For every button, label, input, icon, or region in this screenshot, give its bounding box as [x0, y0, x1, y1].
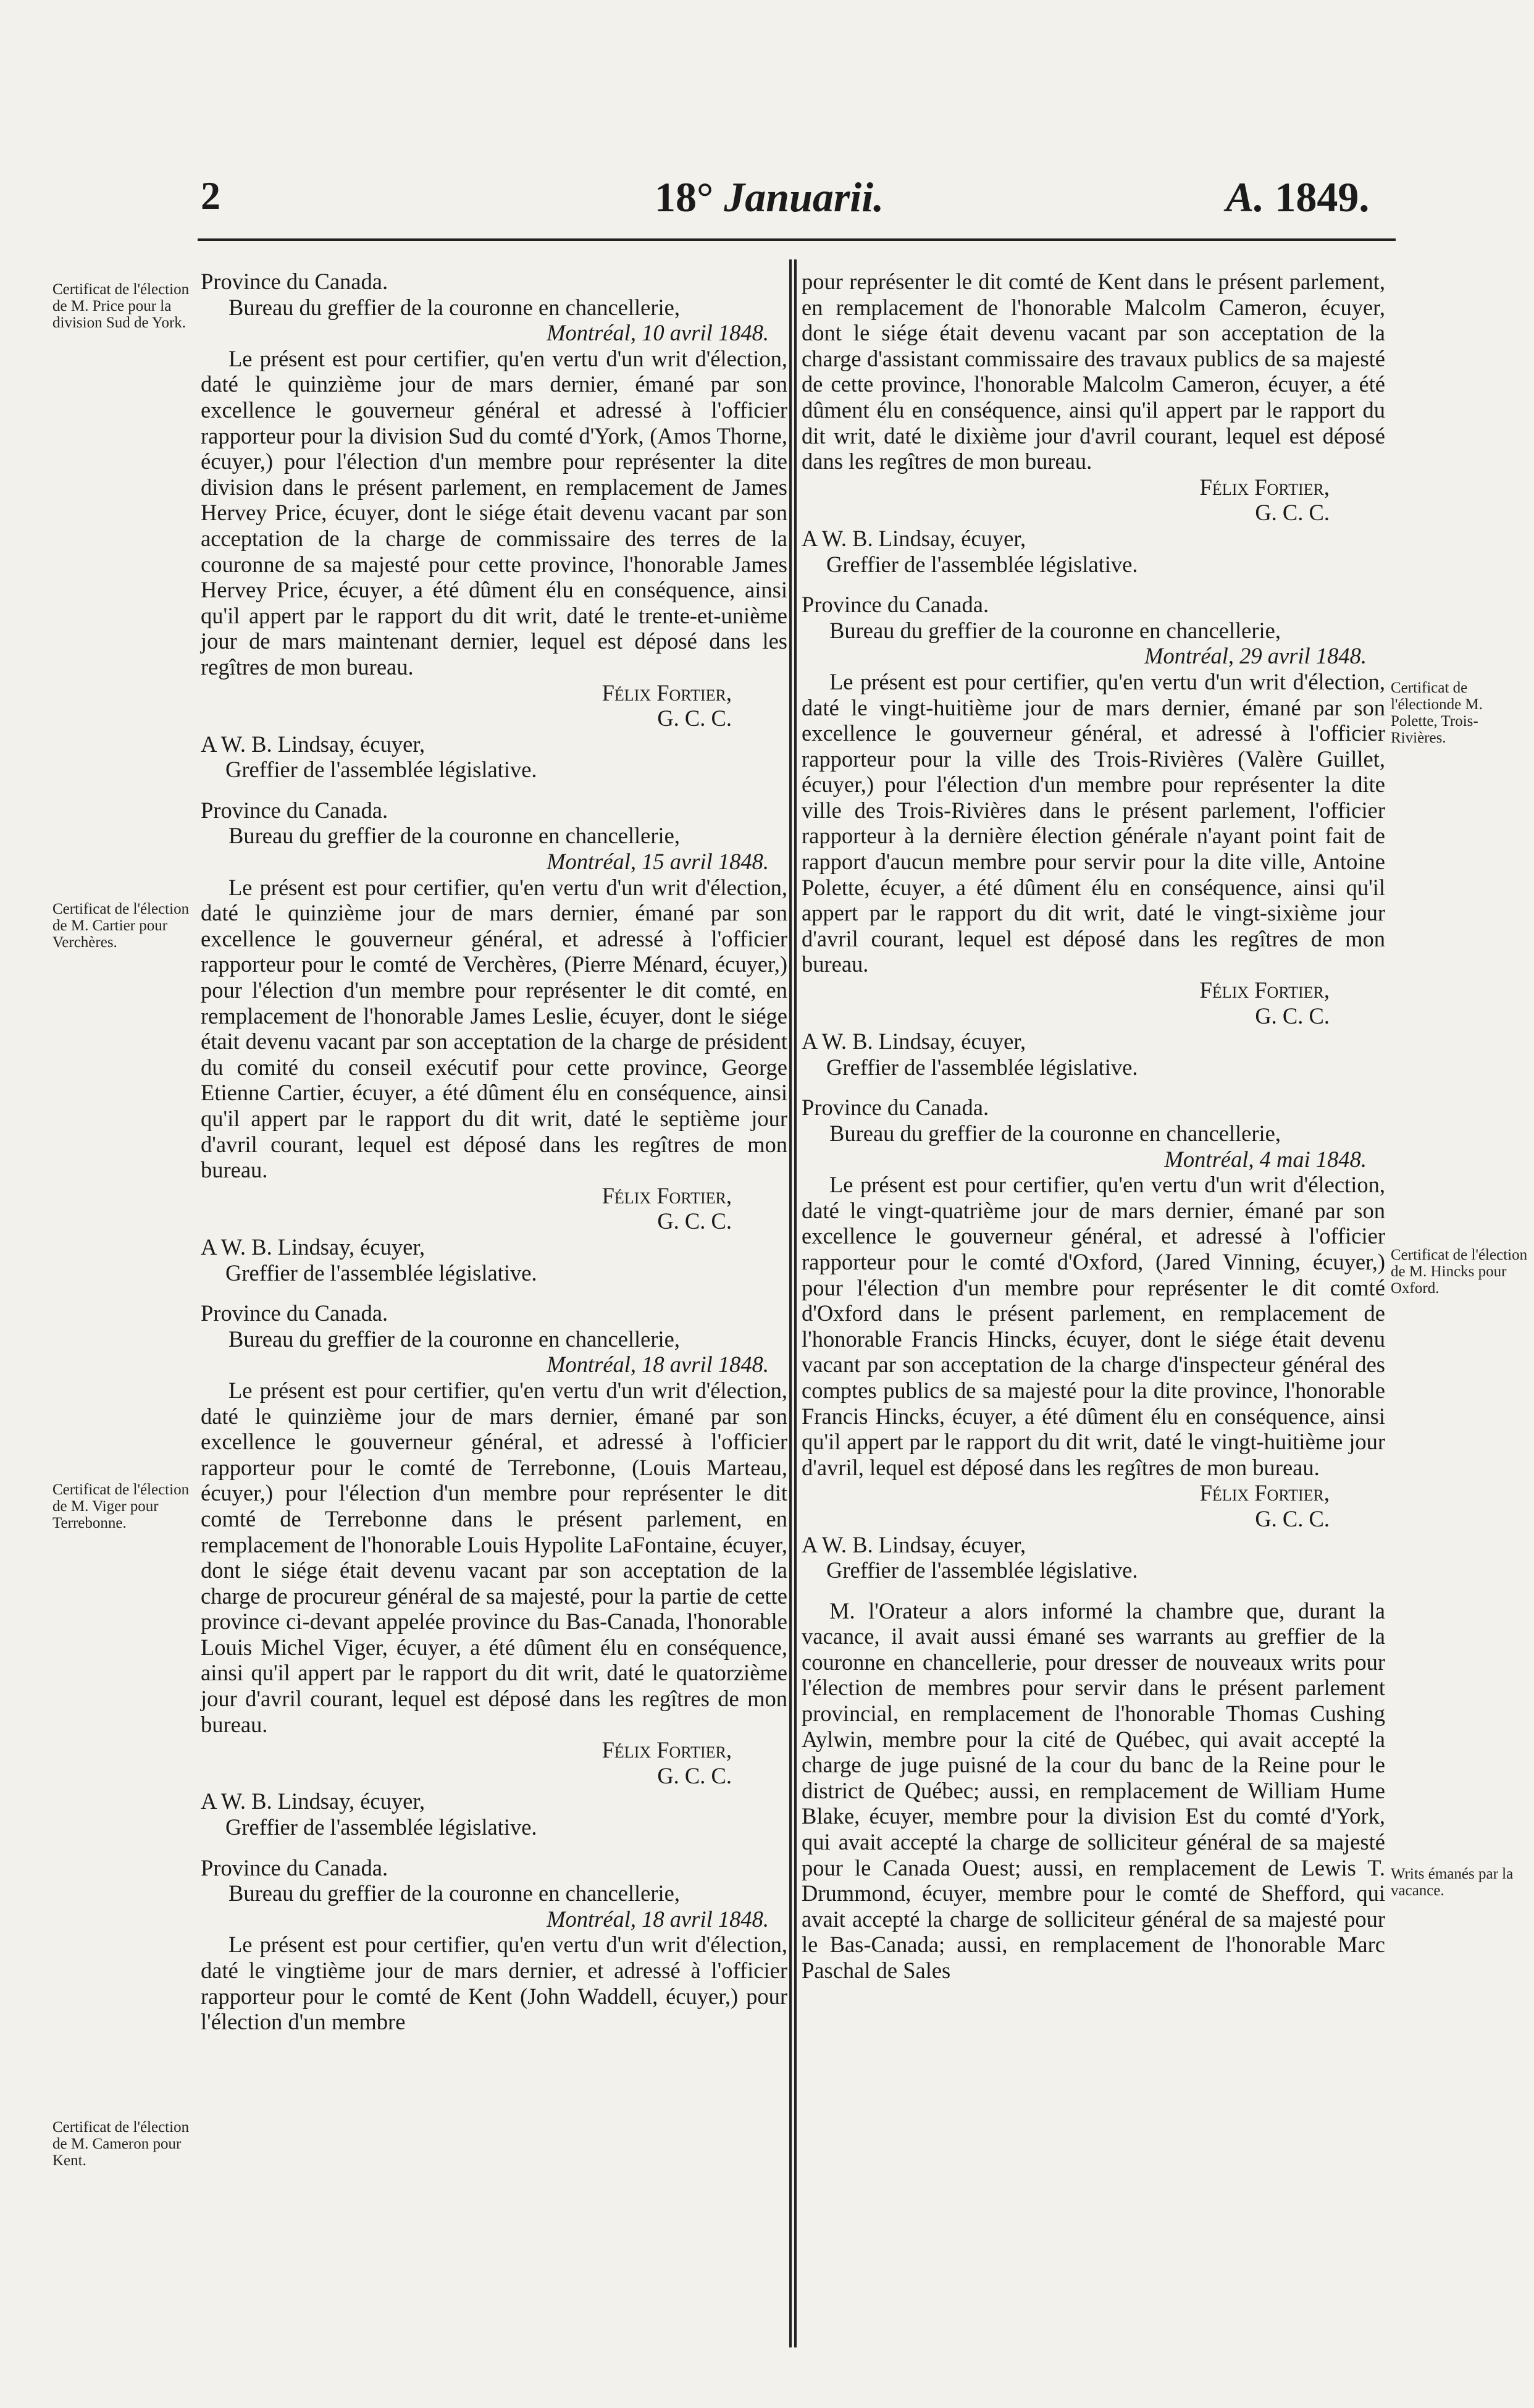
- margin-note-price: Certificat de l'élection de M. Price pour la division Sud de York.: [52, 281, 190, 331]
- page-number: 2: [201, 174, 220, 217]
- header-day: 18°: [655, 174, 714, 221]
- province-line: Province du Canada.: [802, 1095, 989, 1121]
- addressee: A W. B. Lindsay, écuyer,: [201, 1788, 425, 1814]
- certificate-price: [201, 269, 787, 783]
- signature: Félix Fortier,: [1199, 977, 1330, 1003]
- bureau-line: Bureau du greffier de la couronne en chancellerie,: [228, 823, 680, 849]
- certificate-polette: [802, 592, 1385, 1080]
- province-line: Province du Canada.: [201, 797, 388, 823]
- certificate-cameron-start: [201, 1855, 787, 2035]
- addressee: A W. B. Lindsay, écuyer,: [201, 1234, 425, 1260]
- certificate-cartier: [201, 798, 787, 1286]
- signature-title: G. C. C.: [1255, 1003, 1330, 1029]
- province-line: Province du Canada.: [201, 1300, 388, 1326]
- certificate-body-continued: pour représenter le dit comté de Kent dans le présent parlement, en remplacement de l'honorable Malcolm Cameron, écuyer, dont le siége était devenu vacant par son acceptation de la charge d'assistant commissaire des travaux publics de sa majesté de cette province, l'honorable Malcolm Cameron, écuyer, a été dûment élu en conséquence, ainsi qu'il appert par le rapport du dit writ, daté le dixième jour d'avril courant, lequel est déposé dans les regîtres de mon bureau.: [802, 269, 1385, 474]
- signature-title: G. C. C.: [1255, 1505, 1330, 1531]
- certificate-body: Le présent est pour certifier, qu'en vertu d'un writ d'élection, daté le vingt-huitième jour de mars dernier, émané par son excellence le gouverneur général, et adressé à l'officier rapporteur pour la ville des Trois-Rivières (Valère Guillet, écuyer,) pour l'élection d'un membre pour représenter la dite ville des Trois-Rivières dans le présent parlement, l'officier rapporteur à la dernière élection générale n'ayant point fait de rapport d'aucun membre pour servir pour la dite ville, Antoine Polette, écuyer, a été dûment élu en conséquence, ainsi qu'il appert par le rapport du dit writ, daté le vingt-sixième jour d'avril courant, lequel est déposé dans les regîtres de mon bureau.: [802, 668, 1385, 977]
- bureau-line: Bureau du greffier de la couronne en chancellerie,: [228, 1880, 680, 1906]
- addressee-title: Greffier de l'assemblée législative.: [225, 1260, 537, 1286]
- header-year-letter: A.: [1226, 174, 1265, 221]
- signature-title: G. C. C.: [657, 705, 732, 731]
- signature-title: G. C. C.: [1255, 500, 1330, 526]
- header-rule: [198, 238, 1396, 241]
- date-line: Montréal, 18 avril 1848.: [547, 1352, 769, 1378]
- certificate-body: Le présent est pour certifier, qu'en vertu d'un writ d'élection, daté le quinzième jour de mars dernier, émané par son excellence le gouverneur général, et adressé à l'officier rapporteur pour le comté de Terrebonne, (Louis Marteau, écuyer,) pour l'élection d'un membre pour représenter le dit comté de Terrebonne dans le présent parlement, en remplacement de l'honorable Louis Hypolite LaFontaine, écuyer, dont le siége était devenu vacant par son acceptation de la charge de procureur général de sa majesté, pour la partie de cette province ci-devant appelée province du Bas-Canada, l'honorable Louis Michel Viger, écuyer, a été dûment élu en conséquence, ainsi qu'il appert par le rapport du dit writ, daté le quatorzième jour d'avril courant, lequel est déposé dans les regîtres de mon bureau.: [201, 1377, 787, 1737]
- addressee-title: Greffier de l'assemblée législative.: [826, 551, 1138, 577]
- addressee-title: Greffier de l'assemblée législative.: [826, 1054, 1138, 1080]
- addressee-title: Greffier de l'assemblée législative.: [826, 1557, 1138, 1583]
- addressee: A W. B. Lindsay, écuyer,: [802, 1531, 1026, 1557]
- addressee: A W. B. Lindsay, écuyer,: [802, 1029, 1026, 1055]
- margin-note-viger: Certificat de l'élection de M. Viger pour Terrebonne.: [52, 1481, 190, 1531]
- bureau-line: Bureau du greffier de la couronne en chancellerie,: [228, 294, 680, 320]
- date-line: Montréal, 15 avril 1848.: [547, 849, 769, 875]
- margin-note-polette: Certificat de l'électionde M. Polette, Trois-Rivières.: [1391, 680, 1483, 746]
- signature: Félix Fortier,: [1199, 1480, 1330, 1506]
- certificate-body: Le présent est pour certifier, qu'en vertu d'un writ d'élection, daté le quinzième jour de mars dernier, émané par son excellence le gouverneur général et adressé à l'officier rapporteur pour la division Sud du comté d'York, (Amos Thorne, écuyer,) pour l'élection d'un membre pour représenter la dite division dans le présent parlement, en remplacement de James Hervey Price, écuyer, dont le siége était devenu vacant par son acceptation de la charge de commissaire des terres de la couronne de sa majesté pour cette province, l'honorable James Hervey Price, écuyer, a été dûment élu en conséquence, ainsi qu'il appert par le rapport du dit writ, daté le trente-et-unième jour de mars maintenant dernier, lequel est déposé dans les regîtres de mon bureau.: [201, 345, 787, 680]
- signature-title: G. C. C.: [657, 1208, 732, 1234]
- header-month: Januarii.: [724, 174, 884, 221]
- right-column: [802, 269, 1385, 1984]
- certificate-body: Le présent est pour certifier, qu'en vertu d'un writ d'élection, daté le vingtième jour de mars dernier, et adressé à l'officier rapporteur pour le comté de Kent (John Waddell, écuyer,) pour l'élection d'un membre: [201, 1932, 787, 2035]
- date-line: Montréal, 29 avril 1848.: [1144, 643, 1367, 669]
- date-line: Montréal, 18 avril 1848.: [547, 1906, 769, 1932]
- addressee-title: Greffier de l'assemblée législative.: [225, 1814, 537, 1840]
- closing-paragraph: M. l'Orateur a alors informé la chambre que, durant la vacance, il avait aussi émané ses warrants au greffier de la couronne en chancellerie, pour dresser de nouveaux writs pour l'élection de membres pour servir dans le présent parlement provincial, en remplacement de l'honorable Thomas Cushing Aylwin, membre pour la cité de Québec, qui avait accepté la charge de juge puisné de la cour du banc de la Reine pour le district de Québec; aussi, en remplacement de William Hume Blake, écuyer, membre pour la division Est du comté d'York, qui avait accepté la charge de solliciteur général de sa majesté pour le Canada Ouest; aussi, en remplacement de Lewis T. Drummond, écuyer, membre pour le comté de Shefford, qui avait accepté la charge de solliciteur général de sa majesté pour le Bas-Canada; aussi, en remplacement de l'honorable Marc Paschal de Sales: [802, 1598, 1385, 1983]
- page-header: [0, 173, 1534, 229]
- column-rule-right: [794, 259, 797, 2347]
- date-line: Montréal, 4 mai 1848.: [1164, 1146, 1367, 1172]
- addressee: A W. B. Lindsay, écuyer,: [802, 525, 1026, 551]
- province-line: Province du Canada.: [201, 269, 388, 294]
- certificate-viger: [201, 1300, 787, 1840]
- certificate-cameron-end: [802, 269, 1385, 577]
- bureau-line: Bureau du greffier de la couronne en chancellerie,: [829, 617, 1281, 643]
- margin-note-writs: Writs émanés par la vacance.: [1391, 1866, 1514, 1899]
- signature: Félix Fortier,: [1199, 474, 1330, 500]
- addressee: A W. B. Lindsay, écuyer,: [201, 731, 425, 757]
- signature: Félix Fortier,: [601, 1182, 732, 1208]
- certificate-body: Le présent est pour certifier, qu'en vertu d'un writ d'élection, daté le vingt-quatrième jour de mars dernier, émané par son excellence le gouverneur général, et adressé à l'officier rapporteur pour le comté d'Oxford, (Jared Vinning, écuyer,) pour l'élection d'un membre pour représenter le dit comté d'Oxford dans le présent parlement, en remplacement de l'honorable Francis Hincks, écuyer, dont le siége était devenu vacant par son acceptation de la charge d'inspecteur général des comptes publics de sa majesté pour la dite province, l'honorable Francis Hincks, écuyer, a été dûment élu en conséquence, ainsi qu'il appert par le rapport du dit writ, daté le vingt-huitième jour d'avril, lequel est déposé dans les regîtres de mon bureau.: [802, 1172, 1385, 1480]
- header-year-number: 1849.: [1275, 174, 1370, 221]
- signature-title: G. C. C.: [657, 1762, 732, 1788]
- addressee-title: Greffier de l'assemblée législative.: [225, 757, 537, 783]
- margin-note-hincks: Certificat de l'élection de M. Hincks pour Oxford.: [1391, 1247, 1528, 1297]
- column-rule-left: [789, 259, 792, 2347]
- province-line: Province du Canada.: [802, 592, 989, 618]
- header-year: [1226, 173, 1369, 222]
- margin-note-cameron: Certificat de l'élection de M. Cameron pour Kent.: [52, 2119, 190, 2169]
- bureau-line: Bureau du greffier de la couronne en chancellerie,: [829, 1121, 1281, 1146]
- province-line: Province du Canada.: [201, 1854, 388, 1880]
- certificate-hincks: [802, 1095, 1385, 1583]
- date-line: Montréal, 10 avril 1848.: [547, 320, 769, 346]
- margin-note-cartier: Certificat de l'élection de M. Cartier pour Verchères.: [52, 901, 190, 951]
- left-column: [201, 269, 787, 2035]
- signature: Félix Fortier,: [601, 680, 732, 705]
- bureau-line: Bureau du greffier de la couronne en chancellerie,: [228, 1326, 680, 1352]
- header-date: [655, 173, 884, 222]
- certificate-body: Le présent est pour certifier, qu'en vertu d'un writ d'élection, daté le quinzième jour de mars dernier, émané par son excellence le gouverneur général, et adressé à l'officier rapporteur pour le comté de Verchères, (Pierre Ménard, écuyer,) pour l'élection d'un membre pour représenter le dit comté, en remplacement de l'honorable James Leslie, écuyer, dont le siége était devenu vacant par son acceptation de la charge de président du comité du conseil exécutif pour cette province, George Etienne Cartier, écuyer, a été dûment élu en conséquence, ainsi qu'il appert par le rapport du dit writ, daté le septième jour d'avril courant, lequel est déposé dans les regîtres de mon bureau.: [201, 874, 787, 1183]
- signature: Félix Fortier,: [601, 1737, 732, 1763]
